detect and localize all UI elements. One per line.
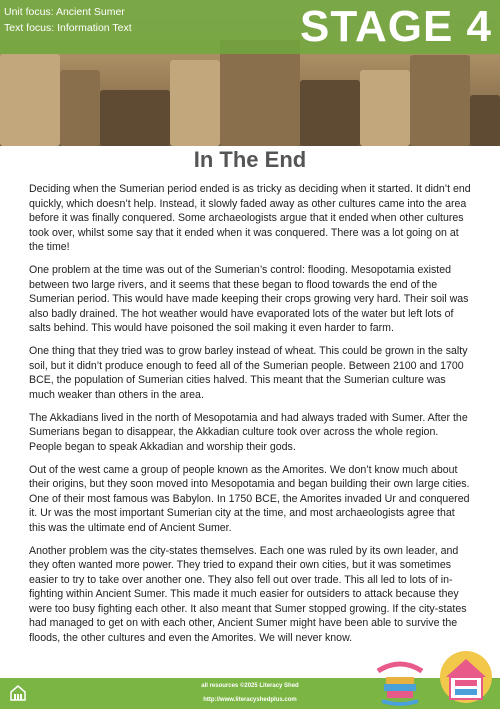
stage-label: STAGE 4: [299, 2, 492, 51]
text-focus-label: Text focus: Information Text: [4, 22, 132, 34]
paragraph: Another problem was the city-states themselves. Each one was ruled by its own leader, and they often wanted more power. They tried to expand their own cities, but it was sometimes easier to try to take over another one. They also fell out over trade. This all led to lots of in-fighting within Ancient Sumer. This made it much easier for outsiders to attack because they were too busy fighting each other. It also meant that Sumer stopped growing. If the city-states had managed to get on with each other, Ancient Sumer might have been able to survive the floods, the other cultures and even the Amorites. We will never know.: [29, 544, 467, 644]
paragraph: One thing that they tried was to grow barley instead of wheat. This could be grown in the salty soil, but it didn’t produce enough to feed all of the Sumerian people. Between 2100 and 1700 BCE, the population of Sumerian cities halved. This meant that the Sumerian culture was much weaker than others in the area.: [29, 345, 468, 401]
paragraph: Out of the west came a group of people known as the Amorites. We don’t know much about their origins, but they soon moved into Mesopotamia and began building their own large cities. One of their most famous was Babylon. In 1750 BCE, the Amorites invaded Ur and conquered it. Ur was the most important Sumerian city at the time, and most archaeologists agree that this was the ultimate end of Ancient Sumer.: [29, 463, 470, 534]
footer-copyright: all resources ©2025 Literacy Shed: [201, 683, 299, 689]
footer-url[interactable]: http://www.literacyshedplus.com: [203, 697, 297, 703]
paragraph: One problem at the time was out of the Sumerian’s control: flooding. Mesopotamia existed between two large rivers, and it seems that these began to flood towards the end of the Sumerian period. This would have made keeping their crops growing very hard. Their soil was also badly drained. The hot weather would have evaporated lots of the water but left lots of salts behind. This would have poisoned the soil making it even harder to farm.: [29, 264, 469, 334]
paragraph: The Akkadians lived in the north of Mesopotamia and had always traded with Sumer. After the Sumerians began to disappear, the Akkadian culture took over across the whole region. People began to speak Akkadian and worship their gods.: [29, 411, 468, 453]
paragraph: Deciding when the Sumerian period ended is as tricky as deciding when it started. It didn’t end quickly, which doesn’t help. Instead, it slowly faded away as other cultures came into the area before it was finally conquered. Some archaeologists argue that it ended when other cultures took over, whilst some say that it ended when it was conquered. There was a lot going on at the time!: [29, 183, 471, 253]
page-title: In The End: [193, 147, 307, 172]
article-body: [29, 182, 474, 654]
unit-focus-label: Unit focus: Ancient Sumer: [4, 6, 125, 18]
reading-around-curriculum-logo: [372, 655, 428, 707]
literacy-shed-logo: [438, 649, 494, 705]
